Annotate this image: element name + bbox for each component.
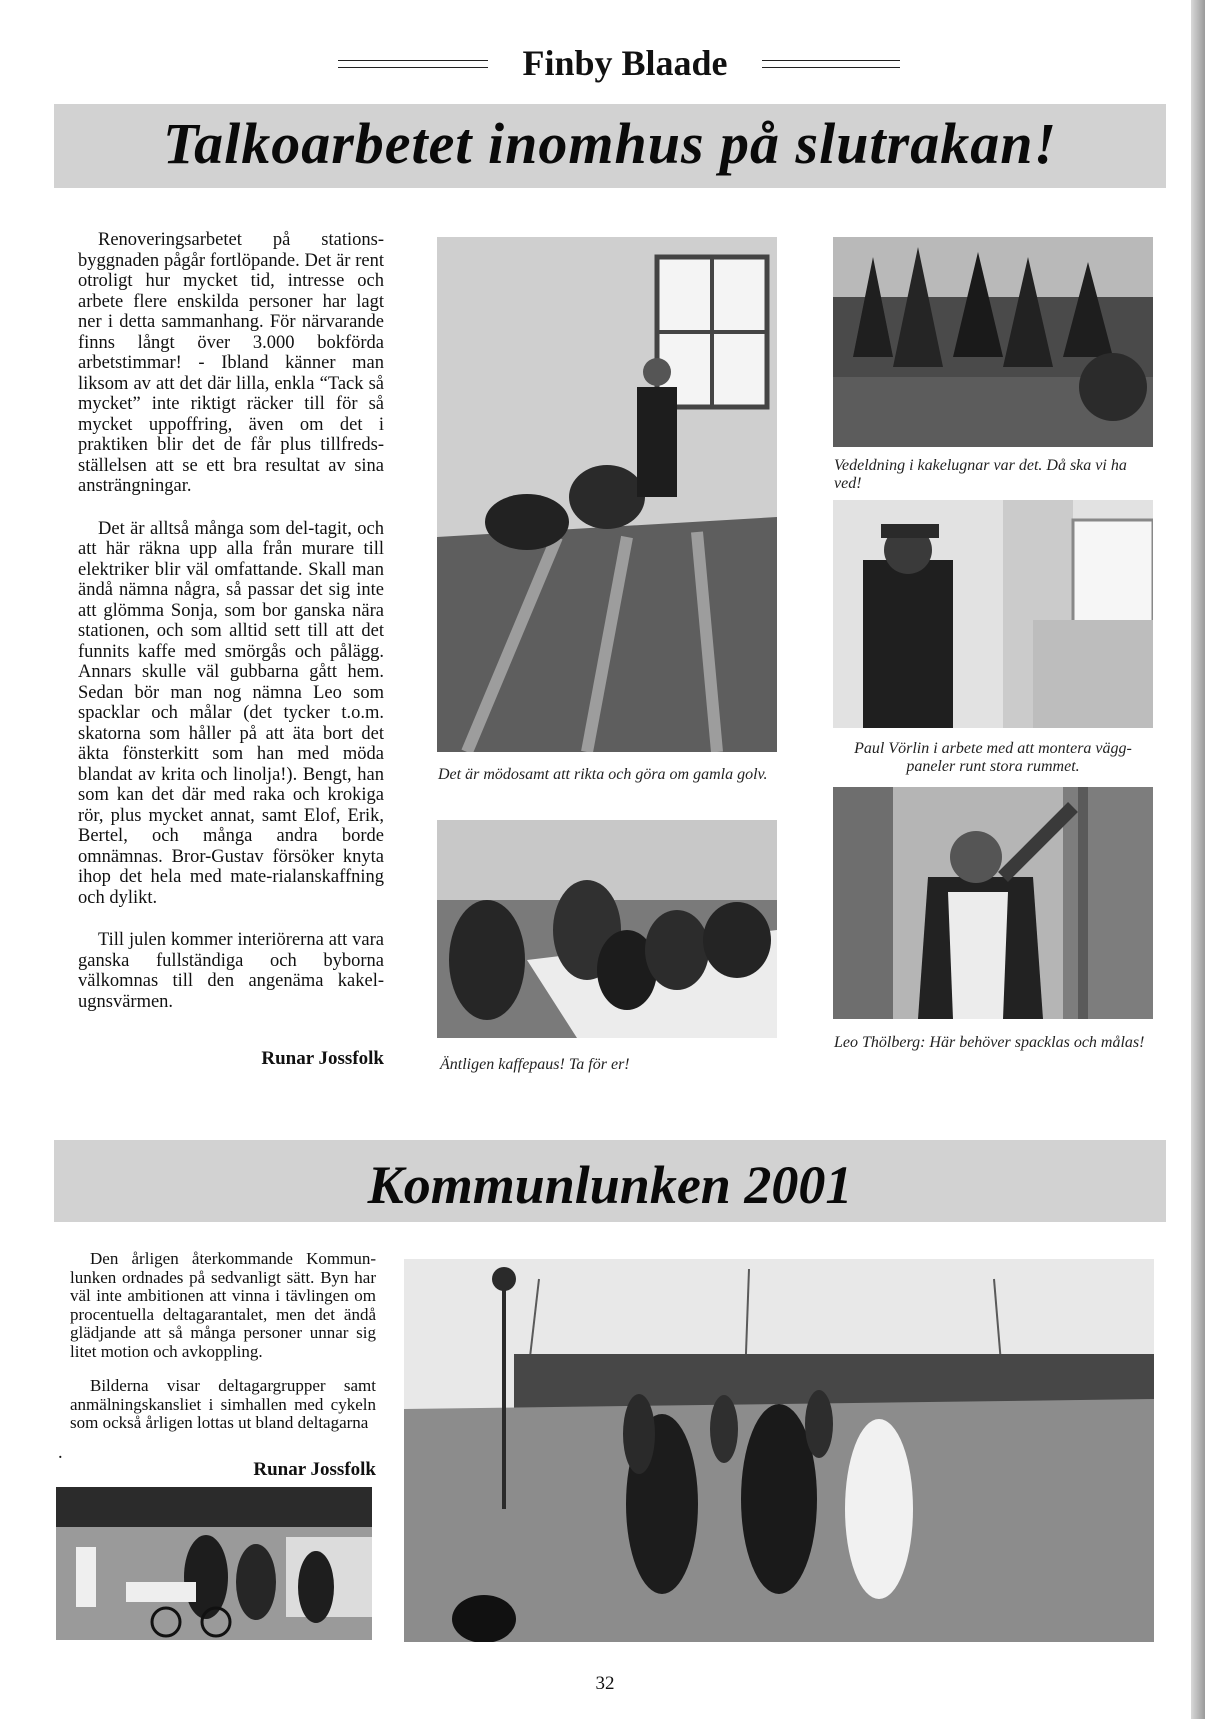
article1-headline: Talkoarbetet inomhus på slutrakan! (162, 111, 1058, 176)
stray-mark: . (58, 1443, 63, 1463)
masthead (0, 38, 1205, 83)
page-number: 32 (595, 1673, 615, 1694)
article2-text (70, 1250, 376, 1433)
article2-banner (54, 1140, 1166, 1222)
article1-paragraph: Renoveringsarbetet på stations-byggnaden pågår fortlöpande. Det är rent otroligt hur mycket tid, intresse och arbete flere enskilda personer har lagt ner i detta sammanhang. För närvarande finns långt över 3.000 bokförda arbetstimmar! - Ibland känner man liksom av att det där lilla, enkla “Tack så mycket” inte riktigt räcker till för så mycket uppoffring, även om det i praktiken blir det de får plus tillfreds-ställelsen att se ett bra resultat av sina ansträngningar. (78, 230, 384, 496)
caption-coffee-break: Äntligen kaffepaus! Ta för er! (440, 1056, 630, 1073)
article2-author: Runar Jossfolk (253, 1459, 376, 1480)
article2-paragraph: Bilderna visar deltagargrupper samt anmälningskansliet i simhallen med cykeln som också årligen lottas ut bland deltagarna (70, 1376, 376, 1432)
page-edge-shadow (1191, 0, 1205, 1719)
article1-paragraph: Det är alltså många som del-tagit, och att här räkna upp alla från murare till elektriker blir väl omfattande. Skall man ändå nämna några, så passar det sig inte att glömma Sonja, som bor ganska nära stationen, och som alltid sett till att det funnits kaffe med smörgås och pålägg. Annars skulle väl gubbarna gått hem. Sedan bör man nog nämna Leo som spacklar och målar (det tycker t.o.m. skatorna som håller på att äta bort det äkta fönsterkitt som han med möda blandat av krita och linolja!). Bengt, han som kan det där med raka och krokiga rör, plus mycket annat, samt Elof, Erik, Bertel, och många andra borde omnämnas. Bror-Gustav försöker knyta ihop det hela med mate-rialanskaffning och dylikt. (78, 518, 384, 908)
masthead-rule-right (762, 60, 900, 68)
photo-wall-panels (833, 500, 1153, 728)
masthead-rule-left (338, 60, 488, 68)
article1-paragraph: Till julen kommer interiörerna att vara ganska fullständiga och byborna välkomnas till den angenäma kakel-ugnsvärmen. (78, 930, 384, 1012)
publication-title: Finby Blaade (522, 43, 728, 83)
caption-painting: Leo Thölberg: Här behöver spacklas och målas! (834, 1034, 1145, 1051)
photo-firewood (833, 237, 1153, 447)
caption-wall-panels: Paul Vörlin i arbete med att montera vägg-paneler runt stora rummet. (854, 740, 1132, 775)
article2-paragraph: Den årligen återkommande Kommun-lunken ordnades på sedvanligt sätt. Byn har väl inte ambitionen att vinna i tävlingen om procentuella deltagarantalet, men det ändå glädjande att så många personer unnar sig litet motion och avkoppling. (70, 1249, 376, 1361)
article2-headline: Kommunlunken 2001 (367, 1155, 853, 1215)
article1-text (78, 230, 384, 1012)
photo-floor-work (437, 237, 777, 752)
article1-author: Runar Jossfolk (261, 1048, 384, 1069)
photo-coffee-break (437, 820, 777, 1038)
photo-registration-desk (56, 1487, 372, 1640)
photo-runners (404, 1259, 1154, 1642)
photo-painting (833, 787, 1153, 1019)
caption-floor-work: Det är mödosamt att rikta och göra om gamla golv. (438, 766, 768, 783)
caption-firewood: Vedeldning i kakelugnar var det. Då ska vi ha ved! (834, 457, 1127, 492)
article1-banner (54, 104, 1166, 188)
